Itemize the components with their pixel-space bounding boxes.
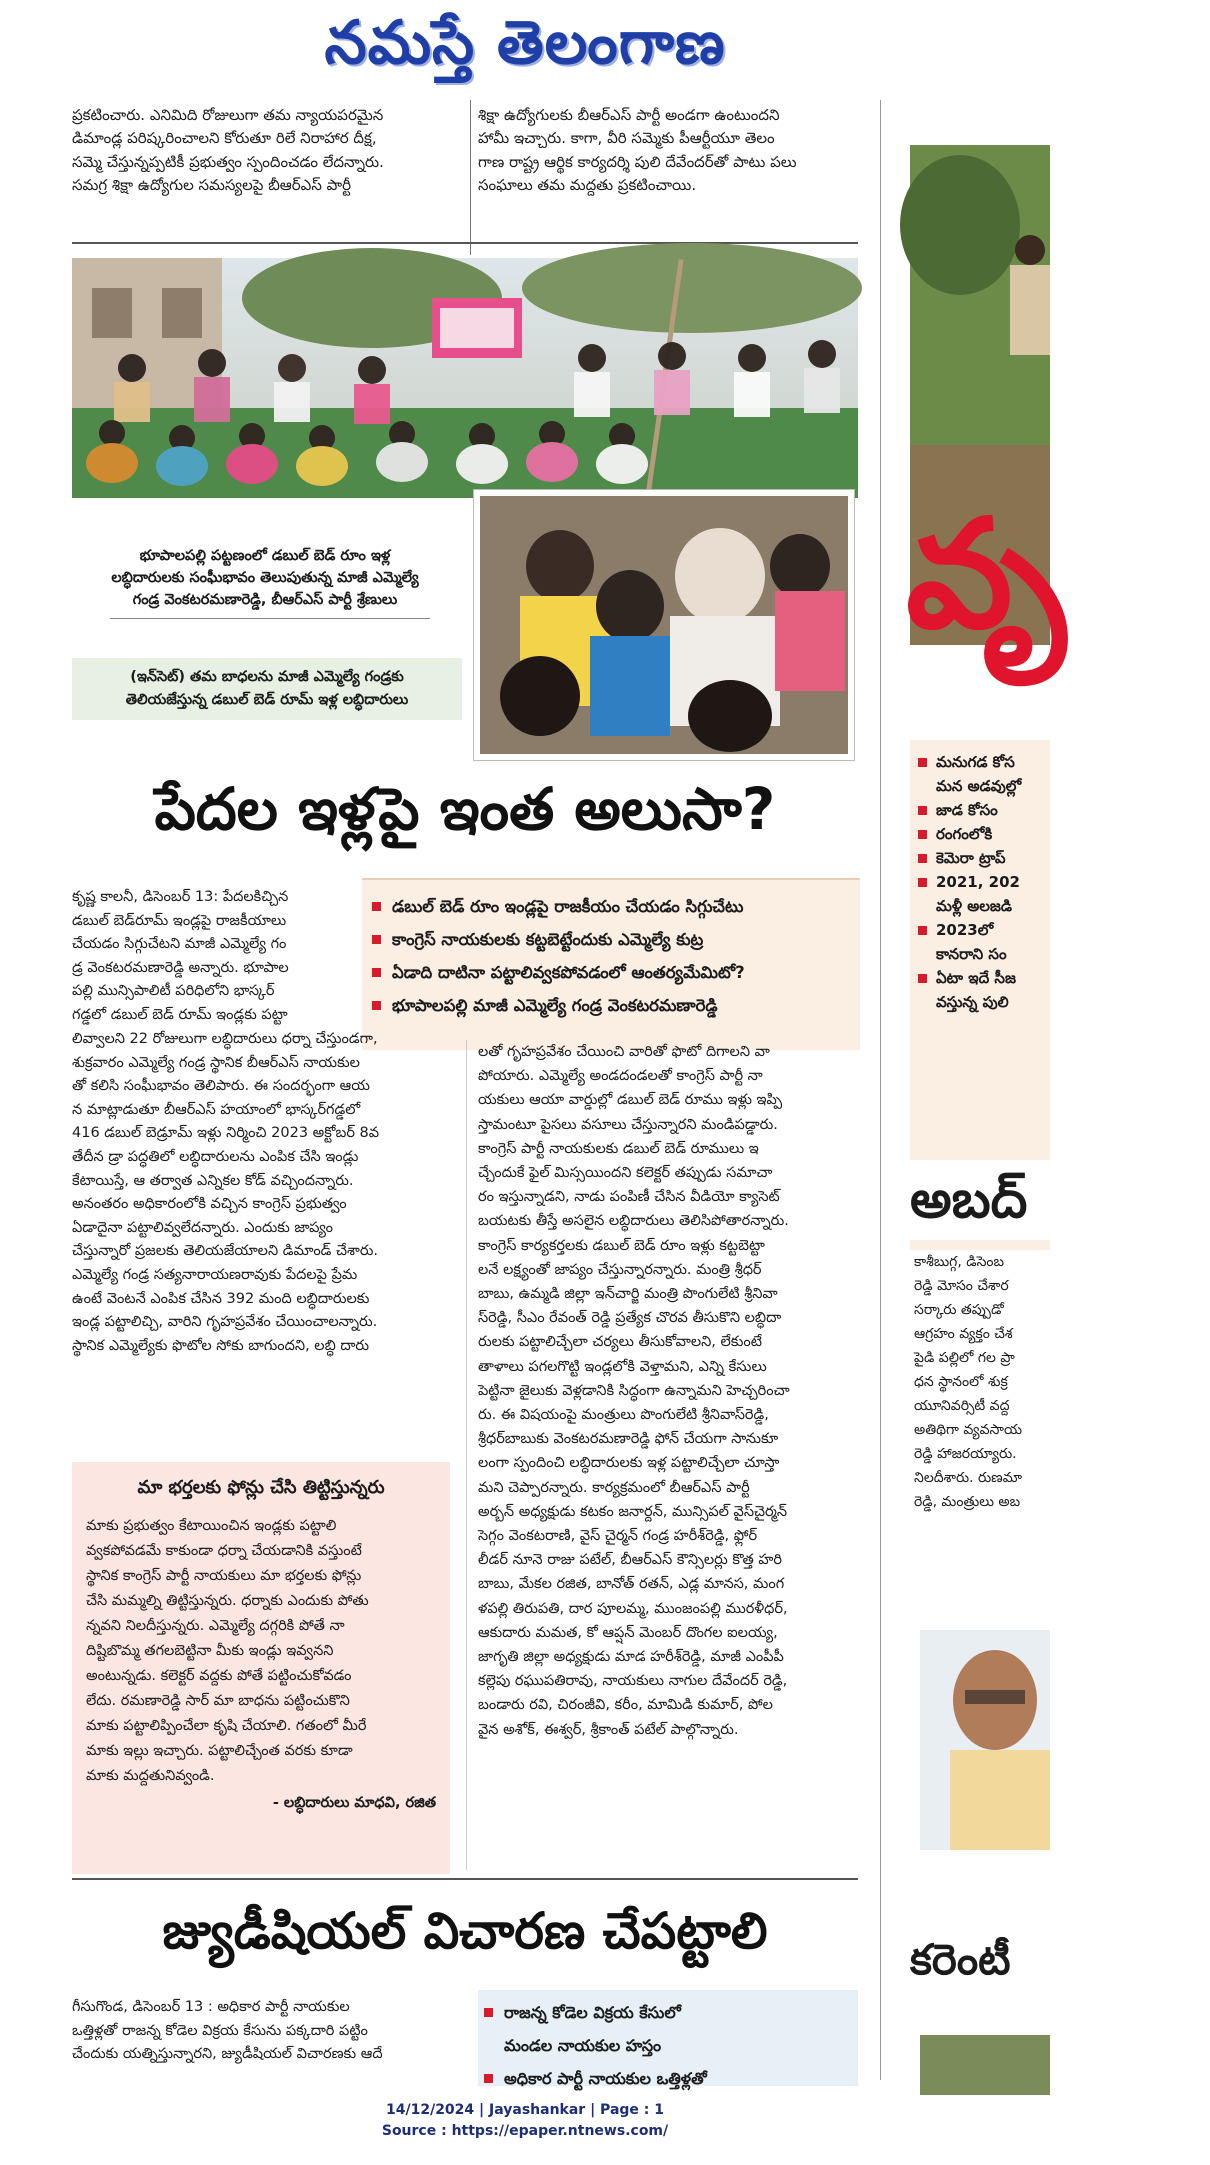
- top-right-text: శిక్షా ఉద్యోగులకు బీఆర్ఎస్ పార్టీ అండగా ఉంటుందని హామీ ఇచ్చారు. కాగా, వీరి సమ్మెకు పీఆర్టీయూ తెలం గాణ రాష్ట్ర ఆర్థిక కార్యదర్శి పులి దేవేందర్‌తో పాటు పలు సంఘాలు తమ మద్దతు ప్రకటించాయి.: [478, 106, 797, 195]
- section-divider: [72, 242, 858, 244]
- loan-story-text: కాశీబుగ్గ, డిసెంబ రెడ్డి మోసం చేశార సర్కారు తప్పుడో ఆగ్రహం వ్యక్తం చేశ పైడి పల్లిలో గల ప్రా ధన స్థానంలో శుక్ర యూనివర్సిటీ వద్ద అతిథిగా వ్యవసాయ రెడ్డి హాజరయ్యారు. నిలదీశారు. రుణమా రెడ్డి, మంత్రులు అబ: [914, 1250, 1054, 1514]
- key-point: కాంగ్రెస్ నాయకులకు కట్టబెట్టేందుకు ఎమ్మెల్యే కుట్ర: [366, 923, 860, 956]
- story-left-column-cont: లివ్వాలని 22 రోజులుగా లబ్ధిదారులు ధర్నా చేస్తుండగా, శుక్రవారం ఎమ్మెల్యే గండ్ర స్థానిక బీఆర్ఎస్ నాయకుల తో కలిసి సంఘీభావం తెలిపారు. ఈ సందర్భంగా ఆయ న మాట్లాడుతూ బీఆర్ఎస్ హయాంలో భాస్కర్‌గడ్డలో 416 డబుల్ బెడ్రూమ్ ఇళ్లు నిర్మించి 2023 అక్టోబర్ 8వ తేదీన డ్రా పద్ధతిలో లబ్ధిదారులను ఎంపిక చేసి ఇండ్లు కేటాయిస్తే, ఆ తర్వాత ఎన్నికల కోడ్ వచ్చిందన్నారు. అనంతరం అధికారంలోకి వచ్చిన కాంగ్రెస్ ప్రభుత్వం ఏడాదైనా పట్టాలివ్వలేదన్నారు. ఎందుకు జాప్యం చేస్తున్నారో ప్రజలకు తెలియజేయాలని డిమాండ్ చేశారు. ఎమ్మెల్యే గండ్ర సత్యనారాయణరావుకు పేదలపై ప్రేమ ఉంటే వెంటనే ఎంపిక చేసిన 392 మంది లబ్ధిదారులకు ఇండ్ల పట్టాలిచ్చి, వారిని గృహప్రవేశం చేయించాలన్నారు. స్థానిక ఎమ్మెల్యేకు ఫొటోల సోకు బాగుందని, లబ్ధి దారు: [72, 1031, 380, 1354]
- photo-caption: భూపాలపల్లి పట్టణంలో డబుల్ బెడ్ రూం ఇళ్ల లబ్ధిదారులకు సంఘీభావం తెలుపుతున్న మాజీ ఎమ్మెల్యే గండ్ర వెంకటరమణారెడ్డి, బీఆర్ఎస్ పార్టీ శ్రేణులు: [111, 548, 419, 608]
- protest-photo: [72, 258, 858, 498]
- tiger-key-points: మనుగడ కోస మన అడవుల్లో జాడ కోసం రంగంలోకి కెమెరా ట్రాప్ 2021, 202 మళ్లీ అలజడి 2023లో కానరాని సం ఏటా ఇదే సీజ వస్తున్న పులి: [910, 740, 1050, 1250]
- second-headline: జ్యుడీషియల్ విచారణ చేపట్టాలి: [162, 1902, 768, 1960]
- sidebar-text: మాకు ప్రభుత్వం కేటాయించిన ఇండ్లకు పట్టాలి వ్వకపోవడమే కాకుండా ధర్నా చేయడానికి వస్తుంటే స్థానిక కాంగ్రెస్ పార్టీ నాయకులు మా భర్తలకు ఫోన్లు చేసి మమ్మల్ని తిట్టిస్తున్నరు. ధర్నాకు ఎందుకు పోతు న్నవని నిలదీస్తున్నరు. ఎమ్మెల్యే దగ్గరికి పోతే నా దిష్టిబొమ్మ తగలబెట్టినా మీకు ఇండ్లు ఇవ్వనని అంటున్నడు. కలెక్టర్ వద్దకు పోతే పట్టించుకోవడం లేదు. రమణారెడ్డి సార్ మా బాధను పట్టించుకొని మాకు పట్టాలిప్పించేలా కృషి చేయాలి. గతంలో మీరే మాకు ఇల్లు ఇచ్చారు. పట్టాలిచ్చేంత వరకు కూడా మాకు మద్దతునివ్వండి.: [86, 1518, 369, 1784]
- key-point: డబుల్ బెడ్ రూం ఇండ్లపై రాజకీయం చేయడం సిగ్గుచేటు: [366, 890, 860, 923]
- electricity-headline: కరెంటీ: [910, 1930, 1210, 1990]
- key-point: అధికార పార్టీ నాయకుల ఒత్తిళ్లతో: [478, 2062, 858, 2095]
- inset-caption: (ఇన్‌సెట్) తమ బాధలను మాజీ ఎమ్మెల్యే గండ్రకు తెలియజేస్తున్న డబుల్ బెడ్ రూమ్ ఇళ్ల లబ్ధిదారులు: [72, 658, 462, 720]
- key-point-cont: మండల నాయకుల హస్తం: [504, 2036, 662, 2055]
- story-right-column: లతో గృహప్రవేశం చేయించి వారితో ఫొటో దిగాలని వా పోయారు. ఎమ్మెల్యే అండదండలతో కాంగ్రెస్ పార్టీ నా యకులు ఆయా వార్డుల్లో డబుల్ బెడ్ రూము ఇళ్లు ఇప్పి స్తామంటూ పైసలు వసూలు చేస్తున్నారని మండిపడ్డారు. కాంగ్రెస్ పార్టీ నాయకులకు డబుల్ బెడ్ రూములు ఇ చ్చేందుకే ఫైల్ మిస్సయిందని కలెక్టర్ తప్పుడు సమాచా రం ఇస్తున్నాడని, నాడు పంపిణీ చేసిన వీడియో క్యాసెట్ బయటకు తీస్తే అసలైన లబ్ధిదారులు తెలిసిపోతారన్నారు. కాంగ్రెస్ కార్యకర్తలకు డబుల్ బెడ్ రూం ఇళ్లు కట్టబెట్టా లనే లక్ష్యంతో జాప్యం చేస్తున్నారన్నారు. మంత్రి శ్రీధర్ బాబు, ఉమ్మడి జిల్లా ఇన్‌చార్జి మంత్రి పొంగులేటి శ్రీనివా స్‌రెడ్డి, సీఎం రేవంత్ రెడ్డి ప్రత్యేక చొరవ తీసుకొని లబ్ధిదా రులకు పట్టాలిచ్చేలా చర్యలు తీసుకోవాలని, లేకుంటే తాళాలు పగలగొట్టి ఇండ్లలోకి వెళ్తామని, ఎన్ని కేసులు పెట్టినా జైలుకు వెళ్లడానికి సిద్ధంగా ఉన్నామని హెచ్చరించా రు. ఈ విషయంపై మంత్రులు పొంగులేటి శ్రీనివాస్‌రెడ్డి, శ్రీధర్‌బాబుకు వెంకటరమణారెడ్డి ఫోన్ చేయగా సానుకూ లంగా స్పందించి లబ్ధిదారులకు ఇళ్ల పట్టాలిచ్చేలా చూస్తా మని చెప్పారన్నారు. కార్యక్రమంలో బీఆర్ఎస్ పార్టీ అర్బన్ అధ్యక్షుడు కటకం జనార్దన్, మున్సిపల్ వైస్‌చైర్మన్ సెగ్గం వెంకటరాణి, వైస్ చైర్మన్ గండ్ర హరీశ్‌రెడ్డి, ఫ్లోర్ లీడర్ నూనె రాజు పటేల్, బీఆర్ఎస్ కౌన్సిలర్లు కొత్త హరి బాబు, మేకల రజిత, బానోత్ రతన్, ఎడ్ల మానస, మంగ ళపల్లి తిరుపతి, దార పూలమ్మ, ముంజంపల్లి మురళీధర్, ఆకుదారు మమత, కో ఆప్షన్ మెంబర్ దొంగల ఐలయ్య, జాగృతి జిల్లా అధ్యక్షుడు మాడ హరీశ్‌రెడ్డి, మాజీ ఎంపీపీ కల్లెపు రఘుపతిరావు, నాయకులు నాగుల దేవేందర్ రెడ్డి, బండారు రవి, చిరంజీవి, కరీం, మామిడి కుమార్, పోల వైన అశోక్, ఈశ్వర్, శ్రీకాంత్ పటేల్ పాల్గొన్నారు.: [478, 1044, 790, 1738]
- second-story-text: గీసుగొండ, డిసెంబర్ 13 : అధికార పార్టీ నాయకుల ఒత్తిళ్లతో రాజన్న కోడెల విక్రయ కేసును పక్కదారి పట్టిం చేందుకు యత్నిస్తున్నారని, జ్యుడీషియల్ విచారణకు ఆదే: [72, 1999, 383, 2063]
- newspaper-logo: నమస్తే తెలంగాణ: [324, 8, 726, 78]
- section-divider: [72, 1878, 858, 1880]
- person-photo: [920, 1630, 1050, 1850]
- adjacent-page-strip: [906, 100, 1066, 2090]
- column-rule: [466, 1040, 467, 1870]
- key-point: ఏడాది దాటినా పట్టాలివ్వకపోవడంలో ఆంతర్యమేమిటో?: [366, 956, 860, 989]
- inset-photo: [474, 490, 854, 760]
- column-rule: [470, 100, 471, 255]
- caption-divider: [110, 618, 430, 619]
- second-key-points: [478, 1990, 858, 2086]
- sidebar-title: మా భర్తలకు ఫోన్లు చేసి తిట్టిస్తున్నరు: [137, 1477, 385, 1498]
- key-point: రాజన్న కోడెల విక్రయ కేసులో: [478, 1996, 858, 2029]
- bottom-photo: [920, 2035, 1050, 2095]
- tiger-headline: వృ: [906, 488, 1066, 662]
- footer-date-line: 14/12/2024 | Jayashankar | Page : 1: [386, 2102, 664, 2118]
- top-left-text: ప్రకటించారు. ఎనిమిది రోజులుగా తమ న్యాయపరమైన డిమాండ్ల పరిష్కరించాలని కోరుతూ రిలే నిరాహార దీక్ష, సమ్మె చేస్తున్నప్పటికీ ప్రభుత్వం స్పందించడం లేదన్నారు. సమగ్ర శిక్షా ఉద్యోగుల సమస్యలపై బీఆర్ఎస్ పార్టీ: [72, 106, 384, 195]
- page-footer: [0, 2100, 1050, 2142]
- page-column-rule: [880, 100, 881, 2080]
- key-point: భూపాలపల్లి మాజీ ఎమ్మెల్యే గండ్ర వెంకటరమణారెడ్డి: [366, 989, 860, 1022]
- story-left-column: కృష్ణ కాలనీ, డిసెంబర్ 13: పేదలకిచ్చిన డబుల్ బెడ్‌రూమ్ ఇండ్లపై రాజకీయాలు చేయడం సిగ్గుచేటని మాజీ ఎమ్మెల్యే గం డ్ర వెంకటరమణారెడ్డి అన్నారు. భూపాల పల్లి మున్సిపాలిటీ పరిధిలోని భాస్కర్ గడ్డలో డబుల్ బెడ్ రూమ్ ఇండ్లకు పట్టా: [72, 889, 289, 1023]
- loan-headline: అబద్: [910, 1160, 1210, 1240]
- sidebar-signature: - లబ్ధిదారులు మాధవి, రజిత: [272, 1795, 436, 1811]
- beneficiary-sidebar: [72, 1462, 450, 1874]
- footer-source-link[interactable]: Source : https://epaper.ntnews.com/: [381, 2123, 669, 2139]
- masthead: [0, 0, 1050, 92]
- main-headline: పేదల ఇళ్లపై ఇంత అలుసా?: [154, 775, 776, 843]
